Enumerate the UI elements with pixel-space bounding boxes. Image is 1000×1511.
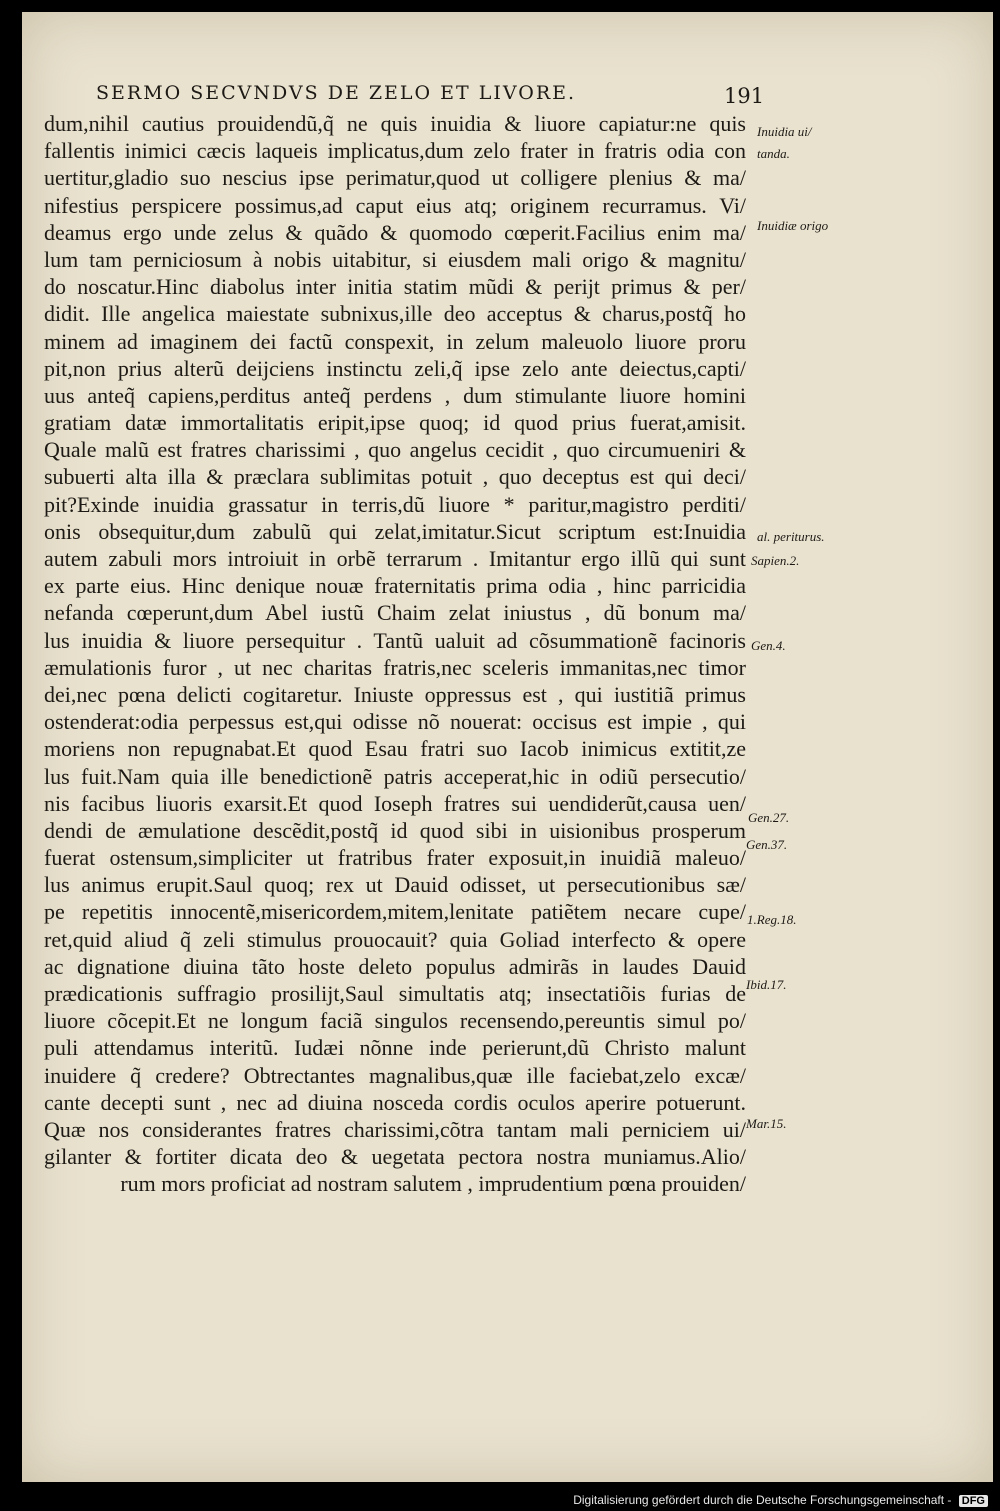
- digitization-credit: [573, 1493, 988, 1507]
- text-line: nis facibus liuoris exarsit.Et quod Ioseph fratres sui uendiderũt,causa uen/: [44, 790, 746, 816]
- text-line: dei,nec pœna delicti cogitaretur. Iniuste oppressus est , qui iustitiã primus: [44, 681, 746, 707]
- text-line: Quæ nos considerantes fratres charissimi,cõtra tantam mali perniciem ui/: [44, 1116, 746, 1142]
- text-line: dum,nihil cautius prouidendũ,q̃ ne quis inuidia & liuore capiatur:ne quis: [44, 111, 746, 136]
- text-line: æmulationis furor , ut nec charitas fratris,nec sceleris immanitas,nec timor: [44, 654, 746, 680]
- margin-note: Ibid.17.: [746, 977, 787, 992]
- text-line: dendi de æmulatione descẽdit,postq̃ id quod sibi in uisionibus prosperum: [44, 817, 746, 843]
- dfg-logo: DFG: [959, 1495, 988, 1507]
- text-line: didit. Ille angelica maiestate subnixus,ille deo acceptus & charus,postq̃ ho: [44, 301, 746, 327]
- text-line: autem zabuli mors introiuit in orbẽ terrarum . Imitantur ergo illũ qui sunt: [44, 546, 746, 571]
- text-line: lus inuidia & liuore persequitur . Tantũ ualuit ad cõsummationẽ facinoris: [44, 627, 746, 653]
- text-line: onis obsequitur,dum zabulũ qui zelat,imitatur.Sicut scriptum est:Inuidia: [44, 518, 746, 544]
- text-line: lus animus erupit.Saul quoq; rex ut Dauid odisset, ut persecutionibus sæ/: [44, 872, 746, 898]
- text-line: ostenderat:odia perpessus est,qui odisse nõ nouerat: occisus est impie , qui: [44, 709, 746, 735]
- text-line: minem ad imaginem dei factũ conspexit, in zelum maleuolo liuore proru: [44, 328, 746, 354]
- margin-note: Inuidia ui/: [757, 124, 812, 139]
- text-line: uertitur,gladio suo nescius ipse perimatur,quod ut colligere plenius & ma/: [44, 165, 746, 191]
- margin-note: Gen.4.: [751, 638, 786, 653]
- margin-note: Sapien.2.: [751, 553, 800, 568]
- text-line: ex parte eius. Hinc denique nouæ fraternitatis prima odia , hinc parricidia: [44, 573, 746, 599]
- text-line: do noscatur.Hinc diabolus inter initia statim mũdi & perijt primus & per/: [44, 274, 746, 300]
- text-line: lus fuit.Nam quia ille benedictionẽ patris acceperat,hic in odiũ persecutio/: [44, 763, 746, 789]
- margin-note: tanda.: [757, 146, 790, 161]
- text-line: gratiam datæ immortalitatis eripit,ipse quoq; id quod prius fuerat,amisit.: [44, 410, 746, 436]
- margin-note: Inuidiæ origo: [757, 218, 829, 233]
- page-number: 191: [724, 84, 765, 108]
- text-line: pit?Exinde inuidia grassatur in terris,dũ liuore * paritur,magistro perditi/: [44, 491, 746, 517]
- running-title: SERMO SECVNDVS DE ZELO ET LIVORE.: [96, 82, 577, 104]
- text-line: lum tam perniciosum à nobis uitabitur, si eiusdem mali origo & magnitu/: [44, 246, 746, 272]
- text-line: nifestius perspicere possimus,ad caput eius atq; originem recurramus. Vi/: [44, 192, 746, 218]
- text-line: deamus ergo unde zelus & quãdo & quomodo cœperit.Facilius enim ma/: [44, 219, 746, 245]
- margin-note: 1.Reg.18.: [747, 912, 797, 927]
- credit-text: Digitalisierung gefördert durch die Deutsche Forschungsgemeinschaft -: [573, 1493, 952, 1507]
- text-line: puli attendamus interitũ. Iudæi nõnne inde perierunt,dũ Christo malunt: [44, 1035, 746, 1061]
- text-line: moriens non repugnabat.Et quod Esau fratri suo Iacob inimicus extitit,ze: [44, 736, 746, 762]
- text-line: fallentis inimici cæcis laqueis implicatus,dum zelo frater in fratris odia con: [44, 138, 746, 164]
- text-line: nefanda cœperunt,dum Abel iustũ Chaim zelat iniustus , dũ bonum ma/: [44, 600, 746, 626]
- text-line: Quale malũ est fratres charissimi , quo angelus cecidit , quo circumueniri &: [44, 437, 746, 463]
- text-line: fuerat ostensum,simpliciter ut fratribus frater exposuit,in inuidiã maleuo/: [44, 845, 746, 871]
- text-line: pit,non prius alterũ deijciens instinctu zeli,q̃ ipse zelo ante deiectus,capti/: [44, 355, 746, 381]
- text-line: uus anteq̃ capiens,perditus anteq̃ perdens , dum stimulante liuore homini: [44, 382, 746, 408]
- text-line: liuore cõcepit.Et ne longum faciã singulos recensendo,pereuntis simul po/: [44, 1008, 746, 1034]
- margin-note: Gen.27.: [748, 810, 790, 825]
- main-text-block: [44, 110, 746, 1198]
- margin-note: Mar.15.: [746, 1116, 787, 1131]
- text-line: ac dignatione diuina tãto hoste deleto populus admirãs in laudes Dauid: [44, 953, 746, 979]
- text-line: cante decepti sunt , nec ad diuina nosceda cordis oculos aperire potuerunt.: [44, 1089, 746, 1115]
- text-line: gilanter & fortiter dicata deo & uegetata pectora nostra muniamus.Alio/: [44, 1144, 746, 1170]
- text-line: ret,quid aliud q̃ zeli stimulus prouocauit? quia Goliad interfecto & opere: [44, 926, 746, 952]
- text-line: inuidere q̃ credere? Obtrectantes magnalibus,quæ ille faciebat,zelo excæ/: [44, 1062, 746, 1088]
- text-line: prædicationis suffragio prosilijt,Saul simultatis atq; insectatiõis furias de: [44, 981, 746, 1006]
- margin-note: Gen.37.: [746, 837, 788, 852]
- margin-note: al. periturus.: [757, 529, 825, 544]
- text-line: subuerti alta illa & præclara sublimitas potuit , quo deceptus est qui deci/: [44, 464, 746, 490]
- catchword-line: rum mors proficiat ad nostram salutem , imprudentium pœna prouiden/: [120, 1171, 746, 1197]
- text-line: pe repetitis innocentẽ,misericordem,mitem,lenitate patiẽtem necare cupe/: [44, 899, 746, 925]
